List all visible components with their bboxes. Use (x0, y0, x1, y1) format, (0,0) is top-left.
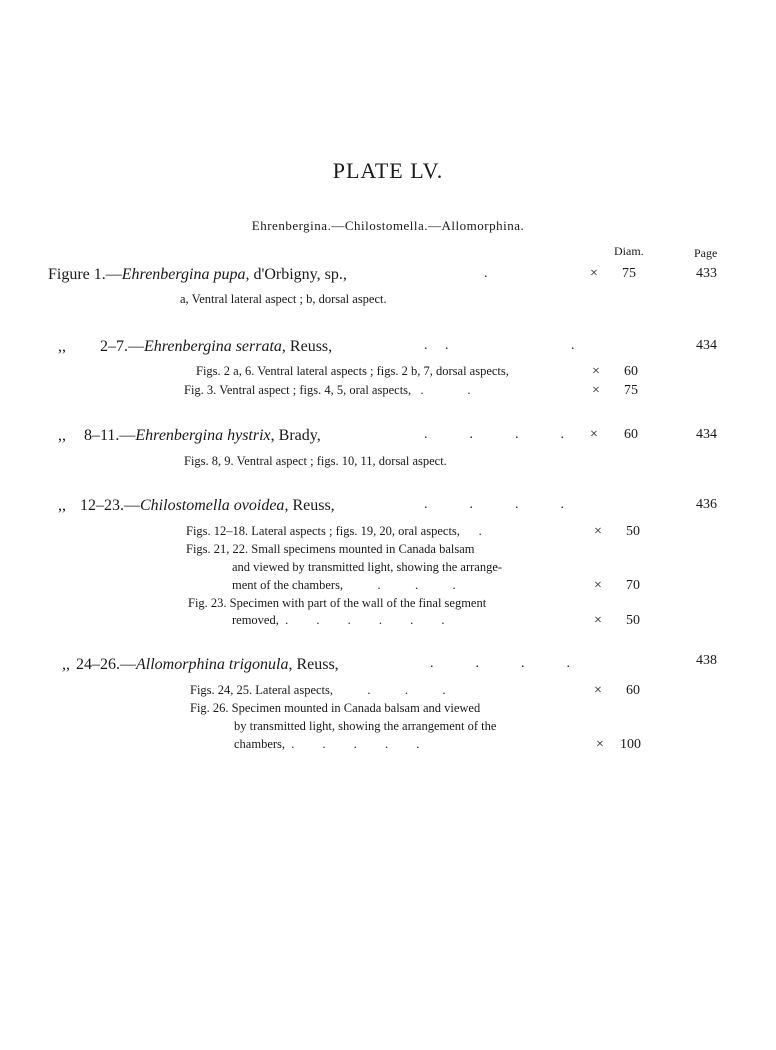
entry-4-sub-1-x: × (594, 524, 602, 539)
entry-4-desc-2: Figs. 21, 22. Small specimens mounted in Canada balsam (186, 542, 475, 556)
entry-1-desc-1: a, Ventral lateral aspect ; b, dorsal aspect. (180, 292, 387, 306)
column-header-diam: Diam. (614, 244, 644, 258)
genus-allomorphina: Allomorphina (441, 218, 521, 233)
entry-4-sub-1-diam: 50 (626, 524, 640, 539)
entry-5-desc-4: chambers, . . . . . (234, 737, 420, 751)
entry-5-sub-2-x: × (596, 737, 604, 752)
entry-2-heading (58, 338, 332, 356)
entry-5-page: 438 (696, 653, 717, 668)
entry-2-sub-1-diam: 60 (624, 364, 638, 379)
entry-1-name: Ehrenbergina pupa (121, 266, 246, 283)
entry-5-sub-1-x: × (594, 683, 602, 698)
entry-2-dots: . . . (424, 338, 575, 353)
entry-4-sub-3-diam: 50 (626, 613, 640, 628)
entry-5-desc-2: Fig. 26. Specimen mounted in Canada balsam and viewed (190, 701, 481, 715)
entry-2-sub-2-x: × (592, 383, 600, 398)
entry-3-diam: 60 (624, 427, 638, 442)
entry-4-desc-3: and viewed by transmitted light, showing the arrange- (232, 560, 503, 574)
entry-1-dots: . (484, 266, 488, 281)
genus-sep-2: .— (424, 218, 442, 233)
entry-2-name: Ehrenbergina serrata (144, 338, 282, 355)
entry-4-prefix: ,, (58, 497, 66, 514)
entry-1-heading (48, 266, 347, 284)
entry-4-name: Chilostomella ovoidea (140, 497, 285, 514)
entry-3-prefix: ,, (58, 427, 66, 444)
entry-2-page: 434 (696, 338, 717, 353)
entry-4-heading (58, 497, 335, 515)
entry-1-prefix: Figure 1.— (48, 266, 122, 283)
entry-4-page: 436 (696, 497, 717, 512)
entry-5-figs: 24–26.— (76, 656, 136, 673)
entry-4-desc-4: ment of the chambers, . . . (232, 578, 456, 592)
entry-3-x: × (590, 427, 598, 442)
genus-sep-1: .— (327, 218, 345, 233)
entry-4-dots: . . . . (424, 497, 564, 512)
genus-ehrenbergina: Ehrenbergina (251, 218, 328, 233)
entry-4-desc-1: Figs. 12–18. Lateral aspects ; figs. 19, 20, oral aspects, . (186, 524, 482, 538)
entry-5-heading (62, 656, 339, 674)
entry-2-desc-1: Figs. 2 a, 6. Ventral lateral aspects ; figs. 2 b, 7, dorsal aspects, (196, 364, 509, 378)
entry-4-author: , Reuss, (284, 497, 335, 514)
entry-4-figs: 12–23.— (80, 497, 140, 514)
entry-2-desc-2: Fig. 3. Ventral aspect ; figs. 4, 5, oral aspects, . . (184, 383, 471, 397)
entry-5-sub-1-diam: 60 (626, 683, 640, 698)
entry-1-x: × (590, 266, 598, 281)
entry-1-diam: 75 (622, 266, 636, 281)
entry-2-figs: 2–7.— (100, 338, 144, 355)
genera-heading: Ehrenbergina.—Chilostomella.—Allomorphina. (251, 218, 525, 233)
entry-1-page: 433 (696, 266, 717, 281)
entry-5-desc-1: Figs. 24, 25. Lateral aspects, . . . (190, 683, 446, 697)
plate-title: PLATE LV. (332, 158, 444, 183)
column-header-page: Page (694, 246, 718, 260)
entry-5-name: Allomorphina trigonula (136, 656, 289, 673)
entry-3-heading (58, 427, 321, 445)
entry-5-desc-3: by transmitted light, showing the arrangement of the (234, 719, 497, 733)
entry-4-desc-6: removed, . . . . . . (232, 613, 445, 627)
entry-3-dots: . . . . (424, 427, 564, 442)
entry-5-prefix: ,, (62, 656, 70, 673)
entry-3-name: Ehrenbergina hystrix (135, 427, 271, 444)
entry-2-sub-2-diam: 75 (624, 383, 638, 398)
entry-5-dots: . . . . (430, 656, 570, 671)
entry-2-prefix: ,, (58, 338, 66, 355)
entry-4-desc-5: Fig. 23. Specimen with part of the wall of the final segment (188, 596, 487, 610)
entry-2-author: , Reuss, (281, 338, 333, 355)
entry-3-figs: 8–11.— (84, 427, 136, 444)
entry-3-page: 434 (696, 427, 717, 442)
entry-4-sub-3-x: × (594, 613, 602, 628)
entry-3-author: , Brady, (270, 427, 321, 444)
entry-1-author: , d'Orbigny, sp., (245, 266, 347, 283)
entry-3-desc-1: Figs. 8, 9. Ventral aspect ; figs. 10, 11, dorsal aspect. (184, 454, 447, 468)
genus-chilostomella: Chilostomella (344, 218, 425, 233)
entry-4-sub-2-diam: 70 (626, 578, 640, 593)
entry-4-sub-2-x: × (594, 578, 602, 593)
entry-2-sub-1-x: × (592, 364, 600, 379)
entry-5-sub-2-diam: 100 (620, 737, 641, 752)
entry-5-author: , Reuss, (288, 656, 339, 673)
